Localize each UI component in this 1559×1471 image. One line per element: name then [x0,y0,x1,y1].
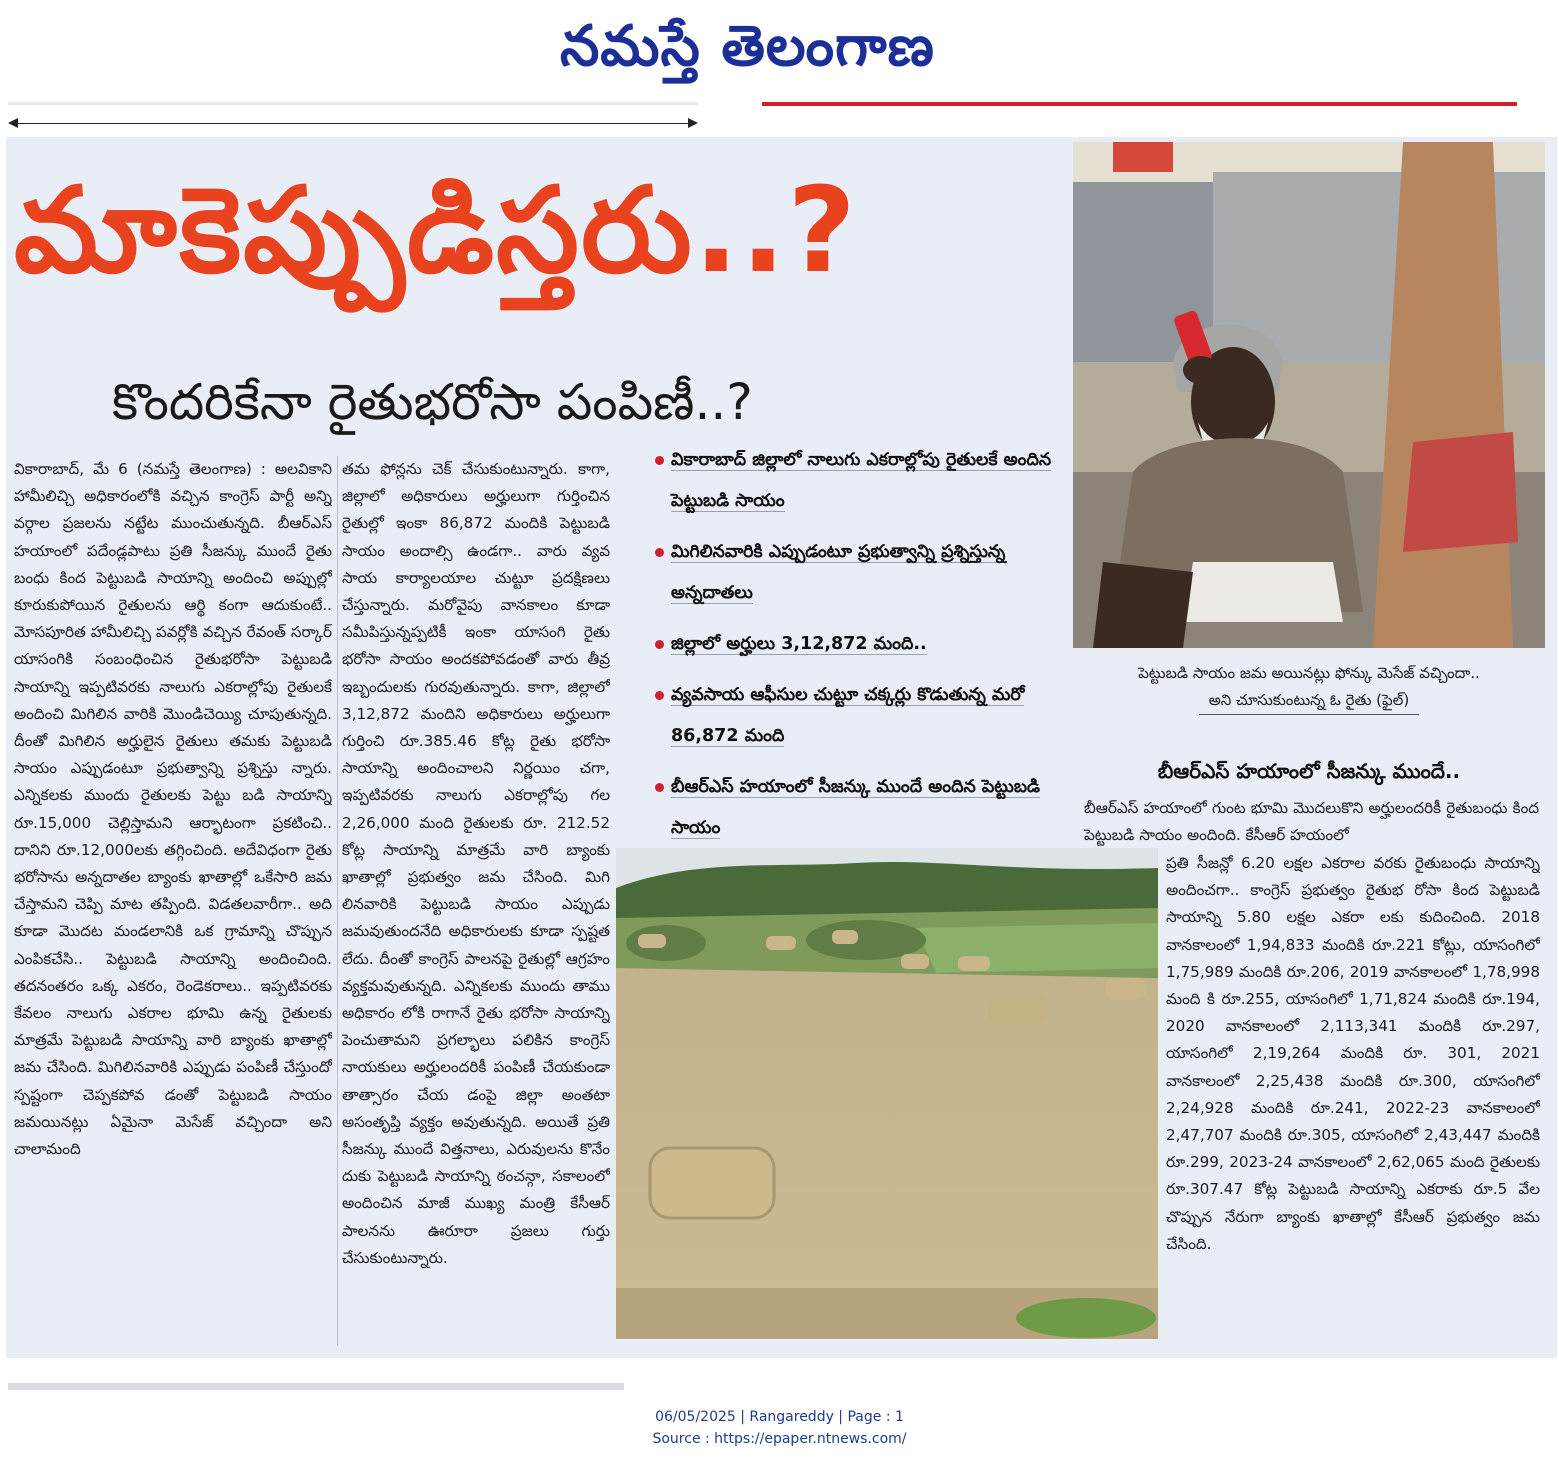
masthead [0,0,1559,95]
top-rule-right [762,102,1517,106]
bullet-dot-icon [655,548,664,557]
sidebar-body: ప్రతి సీజన్లో 6.20 లక్షల ఎకరాల వరకు రైతుబంధు సాయాన్ని అందించగా.. కాంగ్రెస్ ప్రభుత్వం రైతుభ రోసా కింద పెట్టుబడి సాయాన్ని 5.80 లక్షల ఎకరా లకు కుదించింది. 2018 వానకాలంలో 1,94,833 మందికి రూ.221 కోట్లు, యాసంగిలో 1,75,989 మందికి రూ.206, 2019 వానకాలంలో 1,78,998 మంది కి రూ.255, యాసంగిలో 1,71,824 మందికి రూ.194, 2020 వానకాలంలో 2,113,341 మందికి రూ.297, యాసంగిలో 2,19,264 మందికి రూ. 301, 2021 వానకాలంలో 2,25,438 మందికి రూ.300, యాసంగిలో 2,24,928 మందికి రూ.241, 2022-23 వానకాలంలో 2,47,707 మందికి రూ.305, యాసంగిలో 2,43,447 మందికి రూ.299, 2023-24 వానకాలంలో 2,62,065 మంది రైతులకు రూ.307.47 కోట్ల పెట్టుబడి సాయాన్ని ఎకరాకు రూ.5 వేల చొప్పున నేరుగా బ్యాంకు ఖాతాల్లో కేసీఆర్ ప్రభుత్వం జమ చేసింది. [1166,854,1540,1253]
bottom-strip [8,1383,624,1390]
sidebar-title: బీఆర్ఎస్ హయాంలో సీజన్కు ముందే.. [1157,759,1461,783]
footer-source: Source : https://epaper.ntnews.com/ [652,1431,907,1447]
bullet-dot-icon [655,783,664,792]
harvested-field-photo [616,848,1158,1339]
bullet-dot-icon [655,456,664,465]
highlight-bullet: జిల్లాలో అర్హులు 3,12,872 మంది.. [655,624,1065,665]
footer-edition: 06/05/2025 | Rangareddy | Page : 1 [655,1409,904,1425]
article-column-2: తమ ఫోన్లను చెక్ చేసుకుంటున్నారు. కాగా, జిల్లాలో అధికారులు అర్హులుగా గుర్తించిన రైతుల్లో ఇంకా 86,872 మందికి పెట్టుబడి సాయం అందాల్సి ఉండగా.. వారు వ్యవ సాయ కార్యాలయాల చుట్టూ ప్రదక్షిణలు చేస్తున్నారు. మరోవైపు వానకాలం కూడా సమీపిస్తున్నప్పటికీ ఇంకా యాసంగి రైతు భరోసా సాయం అందకపోవడంతో వారు తీవ్ర ఇబ్బందులకు గురవుతున్నారు. కాగా, జిల్లాలో 3,12,872 మందిని అధికారులు అర్హులుగా గుర్తించి రూ.385.46 కోట్ల రైతు భరోసా సాయాన్ని అందించాలని నిర్ణయిం చగా, ఇప్పటివరకు నాలుగు ఎకరాల్లోపు గల 2,26,000 మంది రైతులకు రూ. 212.52 కోట్ల సాయాన్ని మాత్రమే వారి బ్యాంకు ఖాతాల్లో ప్రభుత్వం జమ చేసింది. మిగి లినవారికి పెట్టుబడి సాయం ఎప్పుడు జమవుతుందనేది అధికారులకు కూడా స్పష్టత లేదు. దీంతో కాంగ్రెస్ పాలనపై రైతుల్లో ఆగ్రహం వ్యక్తమవుతున్నది. ఎన్నికలకు ముందు తాము అధికారం లోకి రాగానే రైతు భరోసా సాయాన్ని పెంచుతామని ప్రగల్భాలు పలికిన కాంగ్రెస్ నాయకులు అర్హులందరికీ పంపిణీ చేయకుండా తాత్సారం చేయ డంపై జిల్లా అంతటా అసంతృప్తి వ్యక్తం అవుతున్నది. అయితే ప్రతి సీజన్కు ముందే విత్తనాలు, ఎరువులను కొనేం దుకు పెట్టుబడి సాయాన్ని ఠంచన్గా, సకాలంలో అందించిన మాజీ ముఖ్య మంత్రి కేసీఆర్ పాలనను ఊరూరా ప్రజలు గుర్తు చేసుకుంటున్నారు. [342,460,610,1267]
sidebar-intro: బీఆర్ఎస్ హయాంలో గుంట భూమి మొదలుకొని అర్హులందరికీ రైతుబంధు కింద పెట్టుబడి సాయం అందింది. కేసీఆర్ హయంలో [1084,799,1539,845]
highlight-bullet: బీఆర్ఎస్ హయాంలో సీజన్కు ముందే అందిన పెట్టుబడి సాయం [655,767,1065,849]
section-arrow-line [12,123,696,124]
bullet-dot-icon [655,691,664,700]
highlight-bullet: మిగిలినవారికి ఎప్పుడంటూ ప్రభుత్వాన్ని ప్రశ్నిస్తున్న అన్నదాతలు [655,532,1065,614]
masthead-logo: నమస్తే తెలంగాణ [560,13,935,79]
farmer-phone-photo [1073,142,1545,648]
highlight-bullet: వికారాబాద్ జిల్లాలో నాలుగు ఎకరాల్లోపు రైతులకే అందిన పెట్టుబడి సాయం [655,440,1065,522]
highlight-bullets [655,440,1065,859]
article-column-1: వికారాబాద్, మే 6 (నమస్తే తెలంగాణ) : అలవికాని హామీలిచ్చి అధికారంలోకి వచ్చిన కాంగ్రెస్ పార్టీ అన్ని వర్గాల ప్రజలను నట్టేట ముంచుతున్నది. బీఆర్ఎస్ హయాంలో పదేండ్లపాటు ప్రతి సీజన్కు ముందే రైతు బంధు కింద పెట్టుబడి సాయాన్ని అందించి అప్పుల్లో కూరుకుపోయిన రైతులను ఆర్థి కంగా ఆదుకుంటే.. మోసపూరిత హామీలిచ్చి పవర్లోకి వచ్చిన రేవంత్ సర్కార్ యాసంగికి సంబంధించిన రైతుభరోసా పెట్టుబడి సాయాన్ని ఇప్పటివరకు నాలుగు ఎకరాల్లోపు రైతులకే అందించి మిగిలిన వారికి మొండిచెయ్యి చూపుతున్నది. దీంతో మిగిలిన అర్హులైన రైతులు తమకు పెట్టుబడి సాయం ఎప్పుడంటూ ప్రభుత్వాన్ని ప్రశ్నిస్తు న్నారు. ఎన్నికలకు ముందు రైతులకు పెట్టు బడి సాయాన్ని రూ.15,000 చెల్లిస్తామని ఆర్భాటంగా ప్రకటించి.. దానిని రూ.12,000లకు తగ్గించింది. అదేవిధంగా రైతు భరోసాను అన్నదాతల బ్యాంకు ఖాతాల్లో ఒకేసారి జమ చేస్తామని చెప్పి మాట తప్పింది. విడతలవారీగా.. అది కూడా మొదట మండలానికి ఒక గ్రామాన్ని చొప్పున ఎంపికచేసి.. పెట్టుబడి సాయాన్ని అందించింది. తదనంతరం ఒక్క ఎకరం, రెండెకరాలు.. ఇప్పటివరకు కేవలం నాలుగు ఎకరాల భూమి ఉన్న రైతులకు మాత్రమే పెట్టుబడి సాయాన్ని వారి బ్యాంకు ఖాతాల్లో జమ చేసింది. మిగిలినవారికి ఎప్పుడు పంపిణీ చేస్తుందో స్పష్టంగా చెప్పకపోవ డంతో పెట్టుబడి సాయం జమయినట్లు ఏమైనా మెసేజ్ వచ్చిందా అని చాలామంది [14,460,332,1159]
bullet-dot-icon [655,640,664,649]
highlight-bullet: వ్యవసాయ ఆఫీసుల చుట్టూ చక్కర్లు కొడుతున్న మరో 86,872 మంది [655,675,1065,757]
top-rule-left [8,102,698,105]
photo-caption: పెట్టుబడి సాయం జమ అయినట్లు ఫోన్కు మెసేజ్ వచ్చిందా.. అని చూసుకుంటున్న ఓ రైతు (ఫైల్) [1073,660,1545,715]
arrow-right-icon [688,118,698,128]
headline: మాకెప్పుడిస్తరు..? [14,161,858,299]
column-divider [337,456,338,1346]
page-footer [0,1406,1559,1450]
subheadline: కొందరికేనా రైతుభరోసా పంపిణీ..? [112,373,753,431]
